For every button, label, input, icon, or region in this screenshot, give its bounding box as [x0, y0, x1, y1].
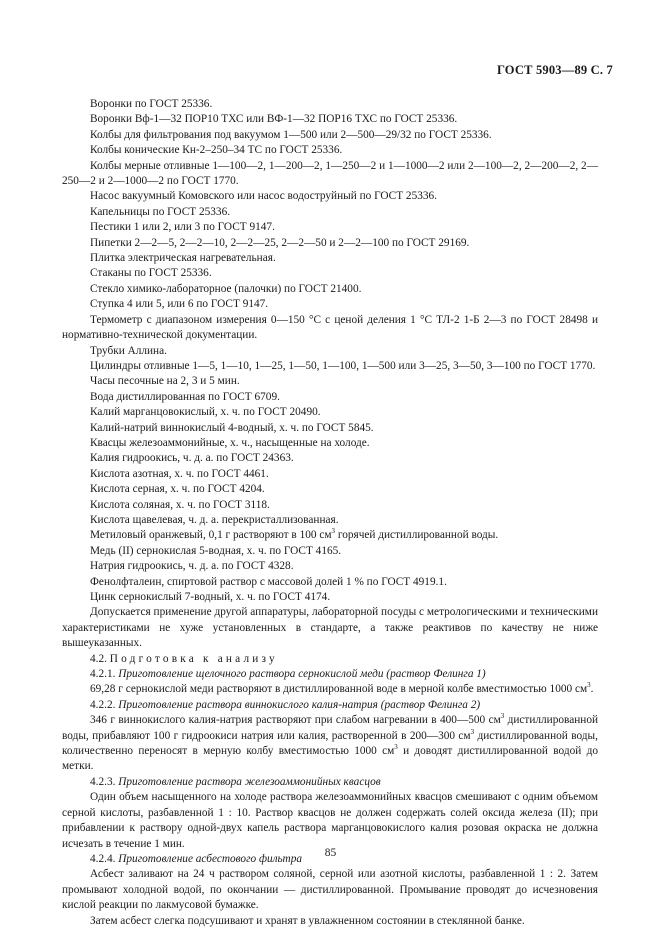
- list-item: Трубки Аллина.: [90, 344, 167, 357]
- list-item: Часы песочные на 2, 3 и 5 мин.: [90, 375, 240, 388]
- page-number: 85: [324, 847, 337, 859]
- list-item: Стекло химико-лабораторное (палочки) по ГОСТ 21400.: [90, 282, 362, 295]
- text: 69,28 г сернокислой меди растворяют в дистиллированной воде в мерной колбе вместимостью 1000 см: [90, 683, 588, 696]
- list-item: Вода дистиллированная по ГОСТ 6709.: [90, 390, 280, 403]
- text: дистиллированной воды, прибавляют 100 г гидроокиси натрия или калия, растворенной в 200—300 см: [62, 714, 599, 742]
- paragraph: Асбест заливают на 24 ч раствором соляной, серной или азотной кислоты, разбавленной 1 : 2. Затем промывают холодной водой, по окончании — дистиллированной. Промывание проводят до исчезновения кислой реакции по лакмусовой бумажке.: [62, 868, 598, 912]
- paragraph: Один объем насыщенного на холоде раствора железоаммонийных квасцов смешивают с одним объемом серной кислоты, разбавленной 1 : 10. Раствор квасцов не должен содержать солей оксида железа (II); при прибавлении к раствору одной-двух капель раствора марганцовокислого калия розовая окраска не должна исчезать в течение 1 мин.: [62, 791, 598, 850]
- subsection-title: Приготовление раствора виннокислого калия-натрия (раствор Фелинга 2): [118, 698, 481, 711]
- text: дистиллированной воды, количественно переносят в мерную колбу вместимостью 1000 см: [62, 729, 598, 758]
- list-item: Пестики 1 или 2, или 3 по ГОСТ 9147.: [90, 221, 275, 234]
- paragraph-substitution: Допускается применение другой аппаратуры, лабораторной посуды с метрологическими и техническими характеристиками не хуже установленных в стандарте, а также реактивов по качеству не ниже вышеуказанных.: [62, 606, 598, 650]
- list-item: Колбы для фильтрования под вакуумом 1—500 или 2—500—29/32 по ГОСТ 25336.: [90, 128, 492, 141]
- list-item: Ступка 4 или 5, или 6 по ГОСТ 9147.: [90, 298, 269, 311]
- list-item-methyl-orange: [62, 528, 598, 543]
- text: Метиловый оранжевый, 0,1 г растворяют в 100 см: [90, 529, 332, 542]
- list-item: Натрия гидроокись, ч. д. а. по ГОСТ 4328.: [90, 560, 294, 573]
- paragraph: [62, 713, 598, 775]
- list-item: Плитка электрическая нагревательная.: [90, 252, 276, 265]
- list-item: Кислота серная, х. ч. по ГОСТ 4204.: [90, 483, 265, 496]
- subsection-title: Приготовление раствора железоаммонийных квасцов: [118, 775, 381, 788]
- list-item: Насос вакуумный Комовского или насос водоструйный по ГОСТ 25336.: [90, 190, 437, 203]
- section-number: 4.2.: [90, 652, 107, 665]
- list-item: Цинк сернокислый 7-водный, х. ч. по ГОСТ 4174.: [90, 591, 331, 603]
- subsection-title: Приготовление асбестового фильтра: [118, 852, 302, 865]
- list-item: Воронки по ГОСТ 25336.: [90, 98, 213, 110]
- subsection-title: Приготовление щелочного раствора сернокислой меди (раствор Фелинга 1): [118, 668, 486, 681]
- list-item: Кислота соляная, х. ч. по ГОСТ 3118.: [90, 498, 270, 511]
- list-item: Пипетки 2—2—5, 2—2—10, 2—2—25, 2—2—50 и 2—2—100 по ГОСТ 29169.: [90, 236, 470, 249]
- section-heading: [62, 652, 598, 667]
- superscript: 3: [470, 727, 475, 736]
- list-item: Калий-натрий виннокислый 4-водный, х. ч. по ГОСТ 5845.: [90, 421, 374, 434]
- list-item: Квасцы железоаммонийные, х. ч., насыщенные на холоде.: [90, 436, 370, 449]
- superscript: 3: [500, 712, 505, 721]
- subsection-number: 4.2.4.: [90, 852, 116, 865]
- list-item: Цилиндры отливные 1—5, 1—10, 1—25, 1—50, 1—100, 1—500 или 3—25, 3—50, 3—100 по ГОСТ 1770.: [90, 359, 596, 372]
- list-item: Кислота азотная, х. ч. по ГОСТ 4461.: [90, 467, 269, 480]
- list-item: Калия гидроокись, ч. д. а. по ГОСТ 24363.: [90, 452, 294, 465]
- subsection-number: 4.2.3.: [90, 775, 116, 788]
- list-item: Стаканы по ГОСТ 25336.: [90, 267, 212, 280]
- superscript: 3: [331, 527, 336, 536]
- list-item: Калий марганцовокислый, х. ч. по ГОСТ 20490.: [90, 406, 321, 419]
- list-item: Фенолфталеин, спиртовой раствор с массовой долей 1 % по ГОСТ 4919.1.: [90, 575, 447, 588]
- list-item: Капельницы по ГОСТ 25336.: [90, 205, 231, 218]
- subsection-number: 4.2.2.: [90, 698, 116, 711]
- text: и доводят дистиллированной водой до метки.: [62, 745, 598, 773]
- paragraph: [62, 682, 598, 697]
- text: 346 г виннокислого калия-натрия растворяют при слабом нагревании в 400—500 см: [90, 714, 501, 727]
- list-item: Колбы конические Кн-2–250–34 ТС по ГОСТ 25336.: [90, 144, 343, 157]
- text: горячей дистиллированной воды.: [335, 529, 499, 542]
- list-item: Термометр с диапазоном измерения 0—150 °С с ценой деления 1 °С ТЛ-2 1-Б 2—3 по ГОСТ 28498 и нормативно-технической документации.: [62, 313, 598, 342]
- text: .: [590, 683, 594, 696]
- section-title: Подготовка к анализу: [109, 652, 278, 665]
- subsection-heading: [62, 775, 598, 790]
- document-body: [62, 97, 598, 929]
- superscript: 3: [587, 681, 591, 690]
- superscript: 3: [394, 743, 398, 752]
- list-item: Колбы мерные отливные 1—100—2, 1—200—2, 1—250—2 и 1—1000—2 или 2—100—2, 2—200—2, 2—250—2 и 2—1000—2 по ГОСТ 1770.: [62, 159, 598, 188]
- list-item: Кислота щавелевая, ч. д. а. перекристаллизованная.: [90, 513, 339, 526]
- subsection-number: 4.2.1.: [90, 668, 116, 681]
- paragraph: Затем асбест слегка подсушивают и хранят в увлажненном состоянии в стеклянной банке.: [90, 914, 525, 927]
- subsection-heading: [62, 698, 598, 713]
- subsection-heading: [62, 667, 598, 682]
- list-item: Воронки Вф-1—32 ПОР10 ТХС или ВФ-1—32 ПОР16 ТХС по ГОСТ 25336.: [90, 113, 458, 126]
- list-item: Медь (II) сернокислая 5-водная, х. ч. по ГОСТ 4165.: [90, 544, 342, 557]
- page-header: ГОСТ 5903—89 С. 7: [496, 63, 613, 77]
